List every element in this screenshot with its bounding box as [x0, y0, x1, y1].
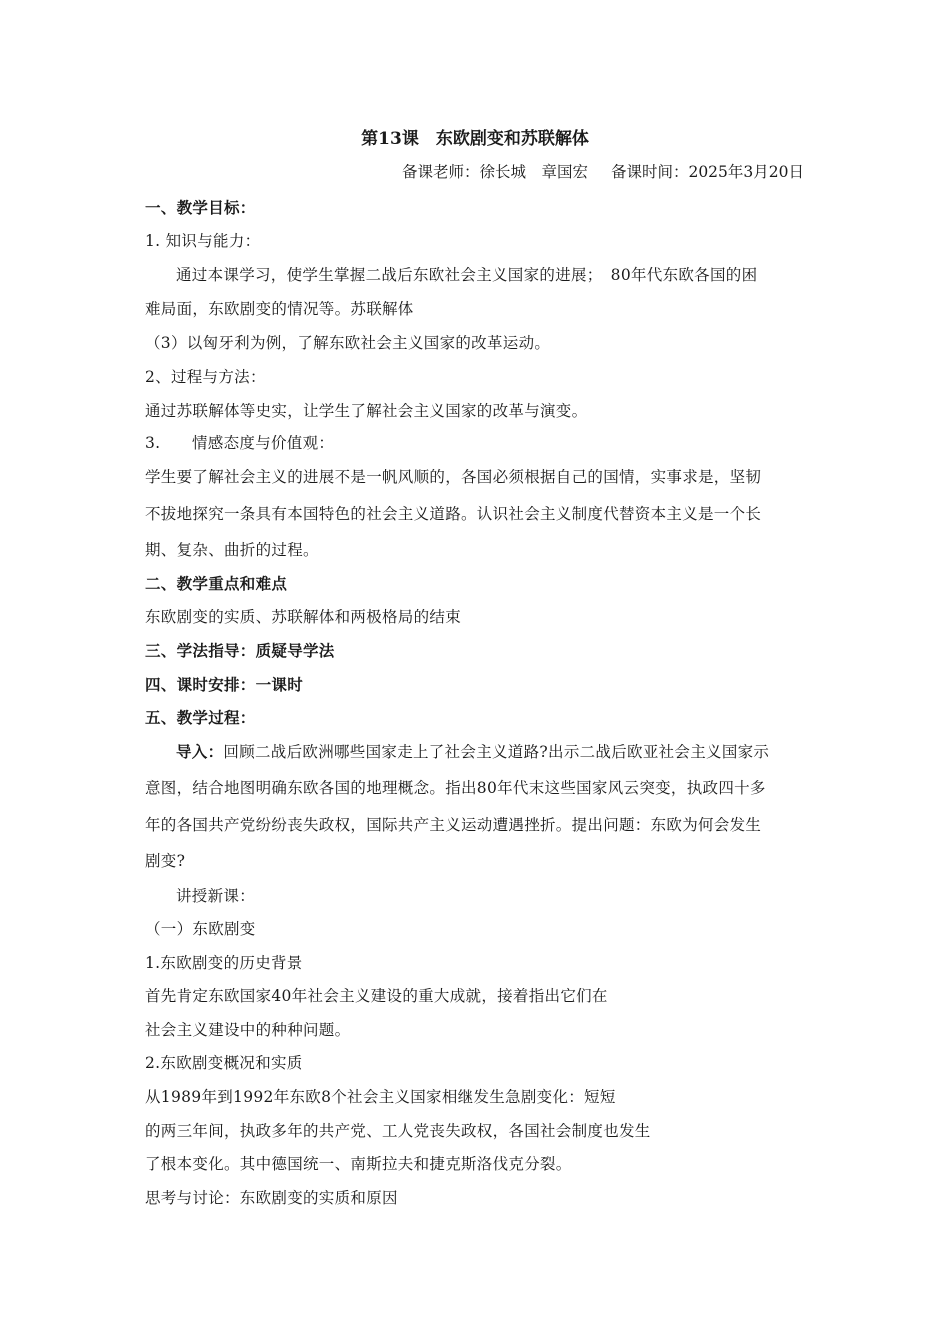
subheading-overview: 2.东欧剧变概况和实质: [145, 1054, 303, 1072]
heading-schedule: 四、课时安排：一课时: [145, 675, 304, 694]
paragraph-line: 期、复杂、曲折的过程。: [145, 541, 319, 559]
heading-objectives: 一、教学目标：: [145, 198, 256, 217]
paragraph-line: 难局面，东欧剧变的情况等。苏联解体: [145, 300, 414, 318]
paragraph-line: 了根本变化。其中德国统一、南斯拉夫和捷克斯洛伐克分裂。: [145, 1155, 572, 1173]
subheading-knowledge: 1. 知识与能力：: [145, 232, 261, 250]
paragraph-line: 东欧剧变的实质、苏联解体和两极格局的结束: [145, 608, 462, 626]
paragraph-line: 首先肯定东欧国家40年社会主义建设的重大成就，接着指出它们在: [145, 987, 608, 1005]
paragraph-line: 思考与讨论：东欧剧变的实质和原因: [145, 1189, 398, 1207]
paragraph-line: 的两三年间，执政多年的共产党、工人党丧失政权，各国社会制度也发生: [145, 1122, 651, 1140]
paragraph-line: 社会主义建设中的种种问题。: [145, 1021, 351, 1039]
heading-method: 三、学法指导：质疑导学法: [145, 641, 335, 660]
subheading-background: 1.东欧剧变的历史背景: [145, 954, 303, 972]
intro-label: 导入：: [176, 742, 224, 761]
paragraph-line: （3）以匈牙利为例，了解东欧社会主义国家的改革运动。: [145, 334, 551, 352]
paragraph-line: 不拔地探究一条具有本国特色的社会主义道路。认识社会主义制度代替资本主义是一个长: [145, 505, 762, 523]
paragraph-line: 年的各国共产党纷纷丧失政权，国际共产主义运动遭遇挫折。提出问题：东欧为何会发生: [145, 816, 762, 834]
paragraph-line: 通过本课学习，使学生掌握二战后东欧社会主义国家的进展； 80年代东欧各国的困: [176, 266, 758, 284]
paragraph-line: 意图，结合地图明确东欧各国的地理概念。指出80年代末这些国家风云突变，执政四十多: [145, 779, 766, 797]
date-info: 备课时间：2025年3月20日: [610, 163, 804, 181]
heading-key: 二、教学重点和难点: [145, 574, 288, 593]
page-title: 第13课 东欧剧变和苏联解体: [361, 129, 589, 149]
paragraph-line: 通过苏联解体等史实，让学生了解社会主义国家的改革与演变。: [145, 402, 588, 420]
paragraph-line: [176, 742, 769, 762]
heading-teaching: 五、教学过程：: [145, 708, 256, 727]
subheading-part1: （一）东欧剧变: [145, 920, 256, 938]
paragraph-line: 讲授新课：: [176, 887, 256, 905]
teacher-info: 备课老师：徐长城 章国宏: [402, 163, 589, 181]
intro-text: 回顾二战后欧洲哪些国家走上了社会主义道路?出示二战后欧亚社会主义国家示: [223, 743, 770, 761]
lesson-meta: [384, 162, 804, 182]
paragraph-line: 从1989年到1992年东欧8个社会主义国家相继发生急剧变化：短短: [145, 1088, 616, 1106]
paragraph-line: 剧变?: [145, 852, 186, 870]
subheading-process: 2、过程与方法：: [145, 368, 266, 386]
paragraph-line: 学生要了解社会主义的进展不是一帆风顺的，各国必须根据自己的国情，实事求是，坚韧: [145, 468, 762, 486]
subheading-emotion: 3. 情感态度与价值观：: [145, 434, 335, 452]
